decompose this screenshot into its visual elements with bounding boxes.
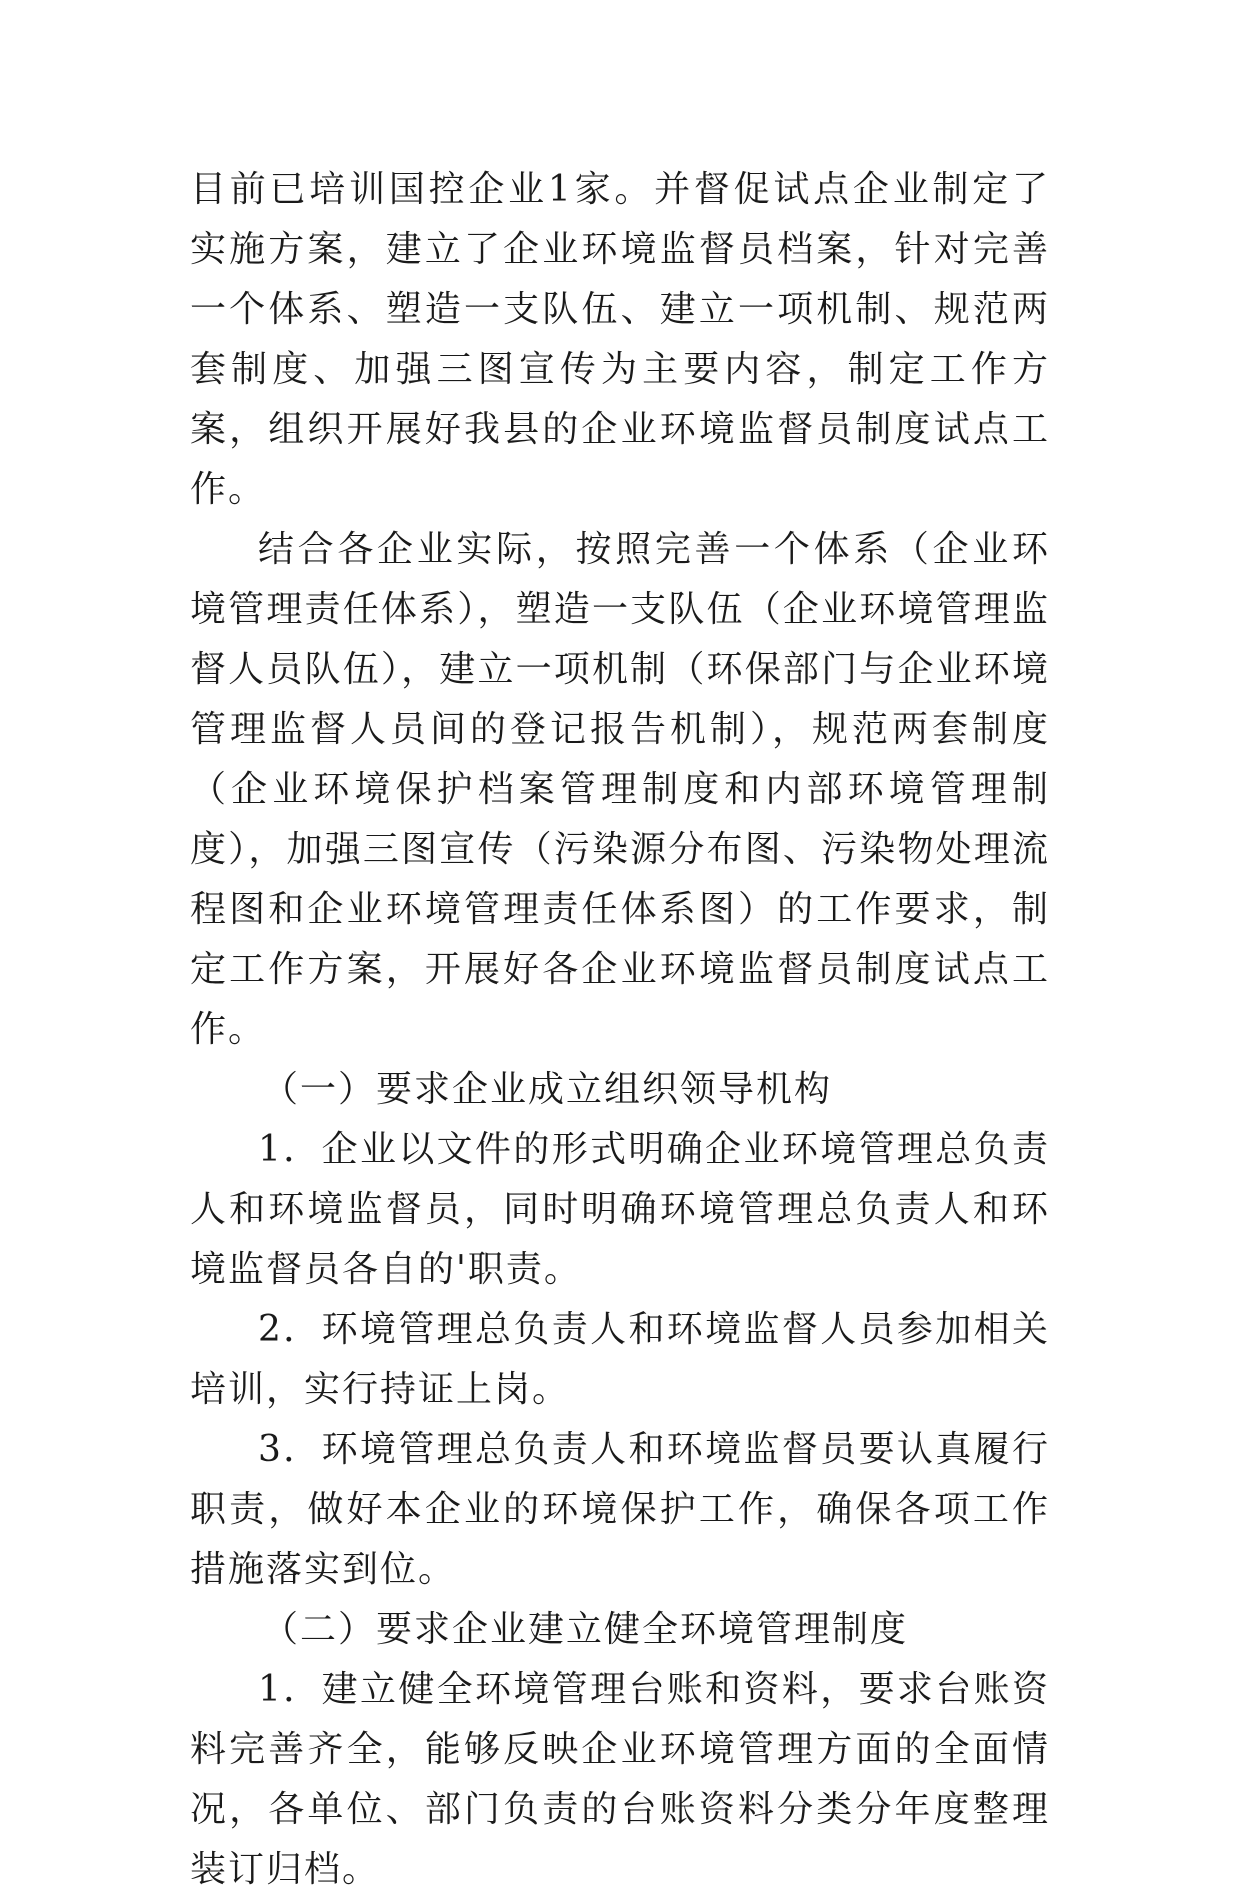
list-item-1-2: 2．环境管理总负责人和环境监督人员参加相关培训，实行持证上岗。 [190, 1309, 1050, 1410]
paragraph-requirements-overview: 结合各企业实际，按照完善一个体系（企业环境管理责任体系），塑造一支队伍（企业环境管理监督人员队伍），建立一项机制（环保部门与企业环境管理监督人员间的登记报告机制），规范两套制度（企业环境保护档案管理制度和内部环境管理制度），加强三图宣传（污染源分布图、污染物处理流程图和企业环境管理责任体系图）的工作要求，制定工作方案，开展好各企业环境监督员制度试点工作。 [190, 529, 1050, 1050]
paragraph-training-summary: 目前已培训国控企业1家。并督促试点企业制定了实施方案，建立了企业环境监督员档案，针对完善一个体系、塑造一支队伍、建立一项机制、规范两套制度、加强三图宣传为主要内容，制定工作方案，组织开展好我县的企业环境监督员制度试点工作。 [190, 169, 1050, 510]
list-item-1-1: 1．企业以文件的形式明确企业环境管理总负责人和环境监督员，同时明确环境管理总负责人和环境监督员各自的'职责。 [190, 1129, 1050, 1290]
document-body [190, 160, 1050, 1900]
section-heading-1: （一）要求企业成立组织领导机构 [262, 1069, 833, 1110]
section-heading-2: （二）要求企业建立健全环境管理制度 [262, 1609, 909, 1650]
list-item-2-1: 1．建立健全环境管理台账和资料，要求台账资料完善齐全，能够反映企业环境管理方面的全面情况，各单位、部门负责的台账资料分类分年度整理装订归档。 [190, 1669, 1050, 1890]
list-item-1-3: 3．环境管理总负责人和环境监督员要认真履行职责，做好本企业的环境保护工作，确保各项工作措施落实到位。 [190, 1429, 1050, 1590]
